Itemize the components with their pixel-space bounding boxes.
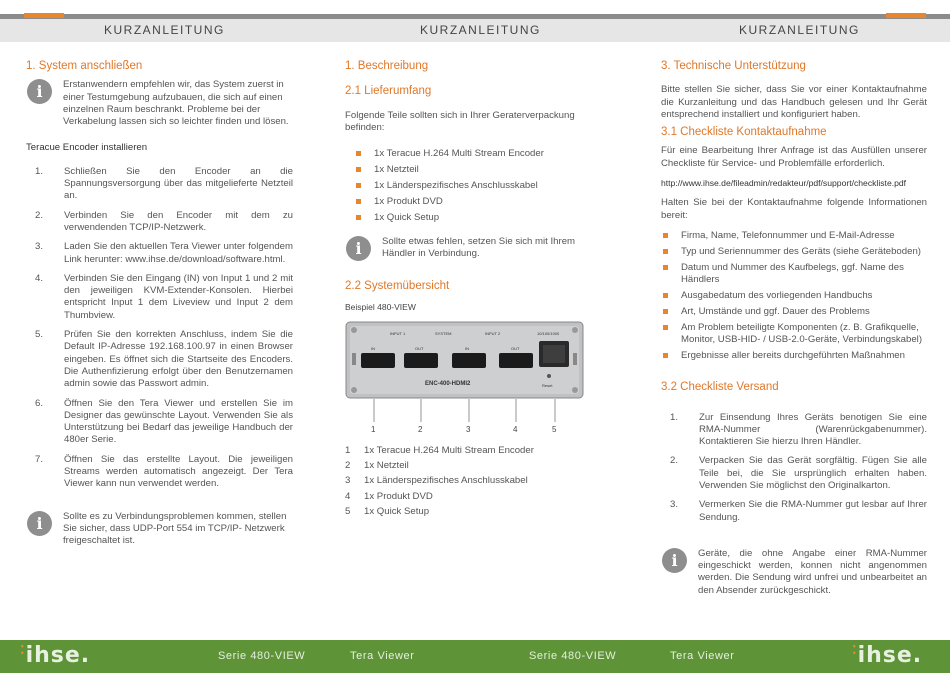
step-number: 2. xyxy=(35,209,44,221)
bullet-item xyxy=(354,212,607,224)
step-item xyxy=(26,454,293,491)
callout-5: 5 xyxy=(552,424,557,433)
bullet-square-icon xyxy=(663,233,668,238)
column-support xyxy=(661,60,927,597)
screw xyxy=(572,387,578,393)
bullet-text: Ergebnisse aller bereits durchgeführten Maßnahmen xyxy=(681,349,905,361)
label-out-2: OUT xyxy=(511,345,520,351)
overview-heading: 2.2 Systemübersicht xyxy=(345,280,450,293)
note-text: Sollte es zu Verbindungsproblemen kommen, stellen Sie sicher, dass UDP-Port 554 im TCP/IP- Netzwerk freigeschaltet ist. xyxy=(63,510,287,547)
shipping-steps xyxy=(661,412,927,524)
section-heading: 3. Technische Unterstützung xyxy=(661,60,806,72)
parts-number: 1 xyxy=(345,444,351,456)
footer-series-left: Serie 480-VIEW xyxy=(218,650,306,662)
step-text: Prüfen Sie den korrekten Anschluss, indem Sie die Default IP-Adresse 192.168.100.97 in einen Browser eingeben. Es öffnet sich die Startseite des Encoders. Die Authenfizierung erfolgt über den Benutzernamen admin sowie das Passwort admin. xyxy=(64,329,293,390)
bullet-square-icon xyxy=(663,309,668,314)
bullet-text: Typ und Seriennummer des Geräts (siehe Geräteboden) xyxy=(681,245,921,257)
step-item xyxy=(661,499,927,524)
device-diagram xyxy=(345,321,585,433)
callout-2: 2 xyxy=(418,424,423,433)
bullet-item xyxy=(354,180,607,192)
support-intro: Bitte stellen Sie sicher, dass Sie vor einer Kontaktaufnahme die Kurzanleitung und das Handbuch gelesen und Ihr Gerät entsprechend installiert und konfiguriert haben. xyxy=(661,84,927,120)
bullet-item xyxy=(661,290,927,302)
bullet-item xyxy=(661,350,927,362)
accent-bar-left xyxy=(24,13,64,18)
step-text: Zur Einsendung Ihres Geräts benotigen Sie eine RMA-Nummer (Warenrückgabenummer). Kontaktieren Sie hierzu Ihren Händler. xyxy=(699,411,927,448)
note-box xyxy=(26,511,293,548)
bullet-text: 1x Netzteil xyxy=(374,164,419,176)
step-item xyxy=(26,329,293,390)
screw xyxy=(351,327,357,333)
callout-1: 1 xyxy=(371,424,376,433)
bullet-text: Datum und Nummer des Kaufbelegs, ggf. Name des Händlers xyxy=(681,261,904,286)
footer-band xyxy=(0,640,950,673)
bullet-square-icon xyxy=(356,151,361,156)
step-item xyxy=(26,166,293,203)
info-box xyxy=(26,79,293,128)
bullet-item xyxy=(661,230,927,242)
parts-row xyxy=(345,506,607,518)
bullet-text: Am Problem beteiligte Komponenten (z. B. Grafikquelle, Monitor, USB-HID- / USB-2.0-Geräte, Verbindungskabel) xyxy=(681,321,923,346)
bullet-square-icon xyxy=(356,167,361,172)
intro-text: Erstanwendern empfehlen wir, das System zuerst in einer Testumgebung aufzubauen, die sich auf einen einzelnen Raum beschrankt. Probleme bei der Verkabelung lassen sich so leichter finden und lösen. xyxy=(63,79,289,128)
bullet-square-icon xyxy=(663,325,668,330)
bullet-text: 1x Teracue H.264 Multi Stream Encoder xyxy=(374,148,544,160)
bullet-text: Firma, Name, Telefonnummer und E-Mail-Adresse xyxy=(681,229,895,241)
model-label: ENC-400-HDMI2 xyxy=(425,380,471,387)
hdmi-port-3 xyxy=(452,353,486,368)
step-item xyxy=(661,455,927,492)
footer-product-right: Tera Viewer xyxy=(670,650,735,662)
hdmi-port-1 xyxy=(361,353,395,368)
subheading: Teracue Encoder installieren xyxy=(26,142,148,154)
contact-checklist xyxy=(661,230,927,362)
note-box xyxy=(345,236,607,264)
parts-number: 5 xyxy=(345,505,351,517)
ethernet-jack xyxy=(543,345,565,363)
ihse-logo: ⁚ihse. xyxy=(20,643,91,668)
bullet-item xyxy=(661,322,927,347)
footer-series-right: Serie 480-VIEW xyxy=(529,650,617,662)
bullet-square-icon xyxy=(663,293,668,298)
section-heading: 1. Beschreibung xyxy=(345,60,429,72)
note-text: Geräte, die ohne Angabe einer RMA-Nummer eingeschickt werden, konnen nicht angenommen werden. Die Sendung wird unfrei und unbearbeitet an den Absender zurückgeschickt. xyxy=(698,547,927,596)
bullet-item xyxy=(661,262,927,287)
step-text: Schließen Sie den Encoder an die Spannungsversorgung über das mitgelieferte Netzteil an. xyxy=(64,165,293,202)
step-item xyxy=(26,273,293,322)
section-heading: 1. System anschließen xyxy=(26,60,143,72)
label-network: 10/100/1000 xyxy=(537,330,560,336)
callout-3: 3 xyxy=(466,424,471,433)
bullet-text: 1x Produkt DVD xyxy=(374,195,443,207)
parts-text: 1x Länderspezifisches Anschlusskabel xyxy=(364,475,528,487)
scope-intro: Folgende Teile sollten sich in Ihrer Geraterverpackung befinden: xyxy=(345,109,575,133)
bullet-text: Ausgabedatum des vorliegenden Handbuchs xyxy=(681,289,873,301)
label-out-1: OUT xyxy=(415,345,424,351)
step-number: 2. xyxy=(670,455,679,467)
vent-slot xyxy=(573,353,577,365)
screw xyxy=(351,387,357,393)
header-title-left: KURZANLEITUNG xyxy=(104,23,225,37)
step-text: Öffnen Sie den Tera Viewer und erstellen Sie im Designer das gewünschte Layout. Verwenden Sie als Unterstützung bei Bedarf das jeweilige Handbuch der 480er Serie. xyxy=(64,397,293,446)
bullet-item xyxy=(354,196,607,208)
info-icon: i xyxy=(662,548,687,573)
bullet-square-icon xyxy=(663,265,668,270)
screw xyxy=(572,327,578,333)
bullet-text: 1x Quick Setup xyxy=(374,211,440,223)
bullet-text: Art, Umstände und ggf. Dauer des Problems xyxy=(681,305,870,317)
bullet-item xyxy=(661,246,927,258)
parts-number: 2 xyxy=(345,459,351,471)
parts-list xyxy=(345,445,607,518)
info-icon: i xyxy=(27,511,52,536)
ihse-logo: ⁚ihse. xyxy=(852,643,923,668)
step-text: Verbinden Sie den Encoder mit dem zu verwendenden TCP/IP-Netzwerk. xyxy=(64,209,293,233)
contact-intro: Für eine Bearbeitung Ihrer Anfrage ist das Ausfüllen unserer Checkliste für Service- und Problemfälle erforderlich. xyxy=(661,145,927,169)
step-number: 6. xyxy=(35,397,44,409)
step-item xyxy=(26,241,293,266)
bullet-item xyxy=(354,148,607,160)
parts-row xyxy=(345,475,607,487)
step-number: 1. xyxy=(670,411,679,423)
step-number: 3. xyxy=(35,241,44,253)
footer-product-left: Tera Viewer xyxy=(350,650,415,662)
note-box xyxy=(661,548,927,597)
contact-heading: 3.1 Checkliste Kontaktaufnahme xyxy=(661,126,827,139)
parts-row xyxy=(345,445,607,457)
parts-row xyxy=(345,460,607,472)
hdmi-port-4 xyxy=(499,353,533,368)
bullet-item xyxy=(661,306,927,318)
parts-row xyxy=(345,491,607,503)
column-description xyxy=(345,60,607,521)
label-in-1: IN xyxy=(371,345,375,351)
step-text: Laden Sie den aktuellen Tera Viewer unter folgendem Link herunter: www.ihse.de/download/software.html. xyxy=(64,241,293,265)
bullet-square-icon xyxy=(356,199,361,204)
label-in-2: IN xyxy=(465,345,469,351)
bullet-square-icon xyxy=(663,249,668,254)
step-number: 5. xyxy=(35,329,44,341)
step-number: 4. xyxy=(35,272,44,284)
label-reset: Reset xyxy=(542,382,553,388)
step-item xyxy=(26,210,293,235)
step-number: 1. xyxy=(35,165,44,177)
step-text: Öffnen Sie das erstellte Layout. Die jeweiligen Streams werden automatisch angezeigt. Der Tera Viewer kann nun verwendet werden. xyxy=(64,453,293,490)
callout-4: 4 xyxy=(513,424,518,433)
parts-text: 1x Quick Setup xyxy=(364,505,430,517)
parts-number: 3 xyxy=(345,475,351,487)
accent-bar-right xyxy=(886,13,926,18)
label-input1: INPUT 1 xyxy=(390,330,406,336)
scope-heading: 2.1 Lieferumfang xyxy=(345,85,432,98)
checklist-link[interactable]: http://www.ihse.de/fileadmin/redakteur/pdf/support/checkliste.pdf xyxy=(661,178,907,189)
step-text: Verbinden Sie den Eingang (IN) von Input 1 und 2 mit den jeweiligen KVM-Extender-Konsolen. Hierbei entspricht Input 1 dem Liveview und Input 2 dem Thumbview. xyxy=(64,272,293,321)
vent-slot xyxy=(352,353,356,365)
reset-button xyxy=(547,374,551,378)
scope-list xyxy=(354,148,607,224)
bullet-square-icon xyxy=(663,353,668,358)
parts-number: 4 xyxy=(345,490,351,502)
parts-text: 1x Produkt DVD xyxy=(364,490,433,502)
step-item xyxy=(661,412,927,449)
note-text: Sollte etwas fehlen, setzen Sie sich mit Ihrem Händler in Verbindung. xyxy=(382,236,576,260)
step-text: Verpacken Sie das Gerät sorgfältig. Fügen Sie alle Teile bei, die Sie ursprünglich erhalten haben. Verwenden Sie möglichst den Originalkarton. xyxy=(699,455,927,491)
header-title-mid: KURZANLEITUNG xyxy=(420,23,541,37)
keep-ready-text: Halten Sie bei der Kontaktaufnahme folgende Informationen bereit: xyxy=(661,197,927,221)
step-text: Vermerken Sie die RMA-Nummer gut lesbar auf Ihrer Sendung. xyxy=(699,499,927,523)
header-title-right: KURZANLEITUNG xyxy=(739,23,860,37)
column-system-connect xyxy=(26,60,293,548)
step-number: 3. xyxy=(670,499,679,511)
label-input2: INPUT 2 xyxy=(485,330,501,336)
parts-text: 1x Netzteil xyxy=(364,459,409,471)
step-item xyxy=(26,398,293,447)
bullet-square-icon xyxy=(356,215,361,220)
info-icon: i xyxy=(346,236,371,261)
hdmi-port-2 xyxy=(404,353,438,368)
bullet-text: 1x Länderspezifisches Anschlusskabel xyxy=(374,179,538,191)
label-system: SYSTEM xyxy=(435,330,452,336)
bullet-square-icon xyxy=(356,183,361,188)
parts-text: 1x Teracue H.264 Multi Stream Encoder xyxy=(364,444,534,456)
bullet-item xyxy=(354,164,607,176)
install-steps xyxy=(26,166,293,491)
example-label: Beispiel 480-VIEW xyxy=(345,302,416,313)
step-number: 7. xyxy=(35,453,44,465)
info-icon: i xyxy=(27,79,52,104)
shipping-heading: 3.2 Checkliste Versand xyxy=(661,381,779,394)
